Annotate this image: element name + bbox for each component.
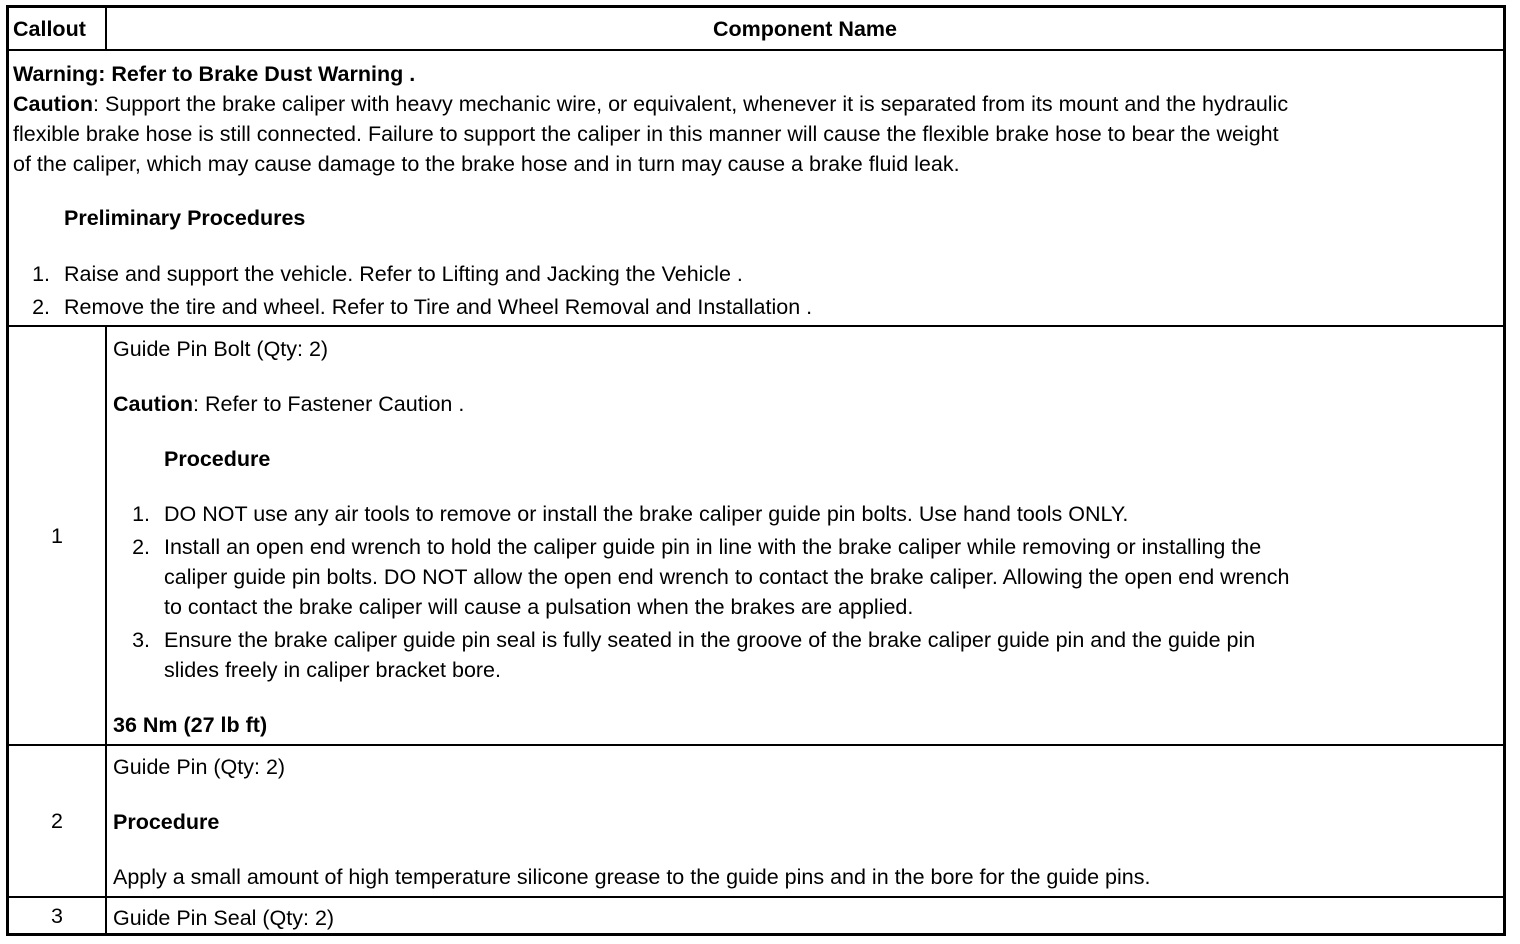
intro-caution-line-2: flexible brake hose is still connected. Failure to support the caliper in this manner will cause the flexible brake hose to bear the weight xyxy=(13,122,1279,146)
component-cell xyxy=(107,327,1503,744)
procedure-title: Procedure xyxy=(164,447,271,471)
prelim-step-1-number: 1. xyxy=(32,262,50,286)
procedure-step-3-line-2: slides freely in caliper bracket bore. xyxy=(164,658,501,682)
prelim-step-1-text: Raise and support the vehicle. Refer to Lifting and Jacking the Vehicle . xyxy=(64,262,743,286)
procedure-step-1-number: 1. xyxy=(132,502,150,526)
warning-text: Refer to Brake Dust Warning . xyxy=(111,62,416,86)
procedure-step-2-line-2: caliper guide pin bolts. DO NOT allow the open end wrench to contact the brake caliper. Allowing the open end wrench xyxy=(164,565,1290,589)
callout-number: 3 xyxy=(9,898,107,933)
intro-caution-line-1 xyxy=(13,89,1288,119)
component-cell xyxy=(107,898,1503,933)
procedure-step-3-line-1: Ensure the brake caliper guide pin seal is fully seated in the groove of the brake caliper guide pin and the guide pin xyxy=(164,628,1256,652)
procedure-step-3-number: 3. xyxy=(132,628,150,652)
procedure-step-1-text: DO NOT use any air tools to remove or install the brake caliper guide pin bolts. Use hand tools ONLY. xyxy=(164,502,1129,526)
warning-line xyxy=(13,59,415,89)
component-table xyxy=(6,5,1506,936)
procedure-step-2-line-3: to contact the brake caliper will cause a pulsation when the brakes are applied. xyxy=(164,595,914,619)
component-name: Guide Pin Bolt (Qty: 2) xyxy=(113,337,329,361)
warning-label: Warning: xyxy=(13,62,106,86)
callout-number: 2 xyxy=(9,746,107,896)
component-name-column-header: Component Name xyxy=(713,16,897,41)
callout-column-header: Callout xyxy=(9,8,107,49)
prelim-step-2-text: Remove the tire and wheel. Refer to Tire and Wheel Removal and Installation . xyxy=(64,295,813,319)
component-name: Guide Pin Seal (Qty: 2) xyxy=(113,906,335,930)
intro-row xyxy=(9,49,1503,325)
procedure-title: Procedure xyxy=(113,810,220,834)
prelim-step-2-number: 2. xyxy=(32,295,50,319)
intro-cell xyxy=(9,51,1503,325)
procedure-step-2-line-1: Install an open end wrench to hold the caliper guide pin in line with the brake caliper while removing or installing the xyxy=(164,535,1262,559)
intro-caution-text-1: : Support the brake caliper with heavy mechanic wire, or equivalent, whenever it is separated from its mount and the hydraulic xyxy=(93,92,1289,116)
procedure-text: Apply a small amount of high temperature silicone grease to the guide pins and in the bore for the guide pins. xyxy=(113,865,1151,889)
component-name: Guide Pin (Qty: 2) xyxy=(113,755,286,779)
caution-text: : Refer to Fastener Caution . xyxy=(193,392,465,416)
table-header-row xyxy=(9,8,1503,49)
intro-caution-line-3: of the caliper, which may cause damage to the brake hose and in turn may cause a brake fluid leak. xyxy=(13,152,960,176)
fastener-caution-line xyxy=(113,389,464,419)
component-cell xyxy=(107,746,1503,896)
table-row xyxy=(9,744,1503,896)
torque-spec: 36 Nm (27 lb ft) xyxy=(113,713,268,737)
procedure-step-2-number: 2. xyxy=(132,535,150,559)
intro-caution-label: Caution xyxy=(13,92,94,116)
table-row xyxy=(9,325,1503,744)
table-row xyxy=(9,896,1503,933)
caution-label: Caution xyxy=(113,392,194,416)
preliminary-procedures-title: Preliminary Procedures xyxy=(64,206,306,230)
callout-number: 1 xyxy=(9,327,107,744)
